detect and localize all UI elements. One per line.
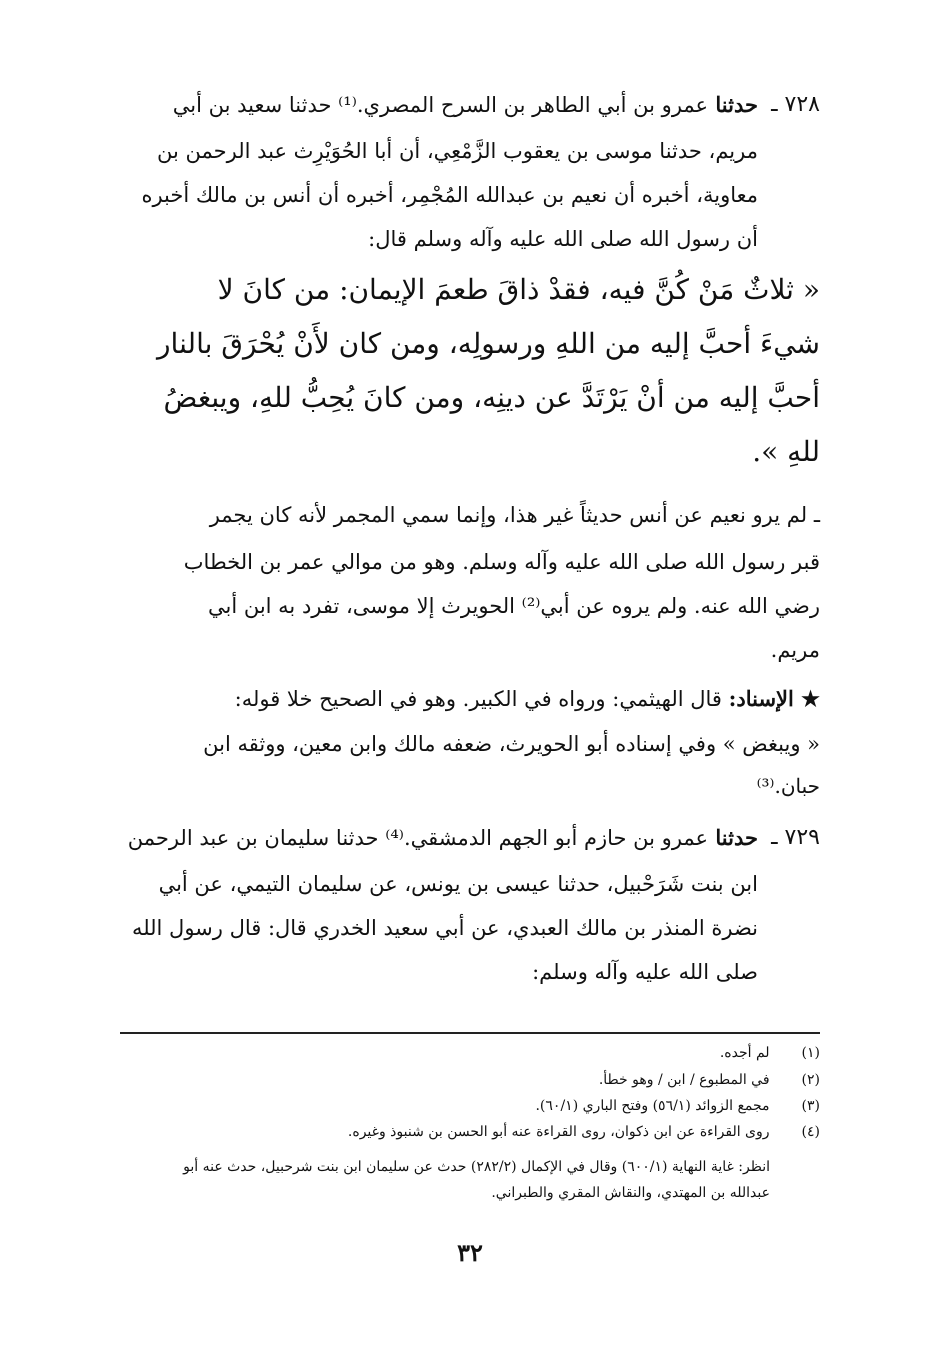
isnad-label: ★ الإسناد:: [728, 686, 820, 711]
text-line: عمرو بن أبي الطاهر بن السرح المصري.⁽¹⁾ حدثنا سعيد بن أبي: [172, 93, 709, 117]
commentary-line: قبر رسول الله صلى الله عليه وآله وسلم. وهو من موالي عمر بن الخطاب: [183, 550, 820, 574]
isnad-line: [180, 688, 820, 710]
commentary-line: ـ لم يرو نعيم عن أنس حديثاً غير هذا، وإنما سمي المجمر لأنه كان يجمر: [209, 503, 820, 527]
footnote-text: في المطبوع / ابن / وهو خطأ.: [598, 1072, 770, 1088]
commentary-line: مريم.: [770, 638, 820, 662]
footnote-continuation: انظر: غاية النهاية (٦٠٠/١) وقال في الإكمال (٢٨٢/٢) حدث عن سليمان ابن بنت شرحبيل، حدث عنه أبو: [183, 1159, 770, 1175]
isnad-line: « ويبغض » وفي إسناده أبو الحويرث، ضعفه مالك وابن معين، ووثقه ابن: [203, 732, 820, 756]
footnote-text: لم أجده.: [719, 1045, 770, 1061]
hadith-isnad-line: [127, 825, 758, 850]
hadith-matn-line: للهِ ».: [752, 435, 820, 468]
footnote: [348, 1124, 820, 1140]
footnote: [720, 1045, 820, 1061]
hadith-matn-line: أحبَّ إليه من أنْ يَرْتَدَّ عن دينِه، ومن كانَ يُحِبُّ للهِ، ويبغضُ: [163, 381, 820, 414]
footnote-number: (٤): [801, 1124, 820, 1140]
footnote-number: (١): [801, 1045, 820, 1061]
footnote: [599, 1072, 820, 1088]
hadith-isnad-line: مريم، حدثنا موسى بن يعقوب الزَّمْعِي، أن أبا الحُوَيْرِث عبد الرحمن بن: [157, 139, 758, 163]
footnote-continuation: عبدالله بن المهتدي، والنقاش المقري والطبراني.: [491, 1185, 770, 1201]
footnote-number: (٣): [801, 1098, 820, 1114]
hadith-lead: حدثنا: [708, 92, 758, 117]
commentary-line: رضي الله عنه. ولم يروه عن أبي⁽²⁾ الحويرث إلا موسى، تفرد به ابن أبي: [207, 594, 820, 618]
footnote-text: روى القراءة عن ابن ذكوان، روى القراءة عنه أبو الحسن بن شنبوذ وغيره.: [347, 1124, 770, 1140]
hadith-isnad-line: [130, 94, 758, 116]
hadith-isnad-line: نضرة المنذر بن مالك العبدي، عن أبي سعيد الخدري قال: قال رسول الله: [131, 916, 758, 940]
hadith-isnad-line: صلى الله عليه وآله وسلم:: [532, 960, 758, 984]
hadith-lead: حدثنا: [708, 825, 758, 850]
hadith-isnad-line: معاوية، أخبره أن نعيم بن عبدالله المُجْمِر، أخبره أن أنس بن مالك أخبره: [141, 183, 758, 207]
isnad-text: قال الهيثمي: ورواه في الكبير. وهو في الصحيح خلا قوله:: [234, 687, 722, 711]
hadith-isnad-line: أن رسول الله صلى الله عليه وآله وسلم قال:: [368, 227, 758, 251]
hadith-number: ٧٢٨ ـ: [771, 92, 820, 117]
footnote-number: (٢): [801, 1072, 820, 1088]
hadith-matn-line: « ثلاثٌ مَنْ كُنَّ فيه، فقدْ ذاقَ طعمَ الإيمان: من كانَ لا: [217, 273, 820, 306]
page-number: ٣٢: [457, 1238, 483, 1267]
footnote-separator: [120, 1032, 820, 1034]
hadith-matn-line: شيءَ أحبَّ إليه من اللهِ ورسولِه، ومن كان لأَنْ يُحْرَقَ بالنار: [157, 327, 820, 360]
footnote: [535, 1098, 820, 1114]
isnad-line: حبان.⁽³⁾: [756, 774, 820, 798]
footnote-text: مجمع الزوائد (٥٦/١) وفتح الباري (٦٠/١).: [535, 1098, 770, 1114]
hadith-number: ٧٢٩ ـ: [771, 825, 820, 850]
hadith-isnad-line: ابن بنت شَرَحْبيل، حدثنا عيسى بن يونس، عن سليمان التيمي، عن أبي: [158, 872, 758, 896]
text-line: عمرو بن حازم أبو الجهم الدمشقي.⁽⁴⁾ حدثنا سليمان بن عبد الرحمن: [127, 826, 709, 850]
